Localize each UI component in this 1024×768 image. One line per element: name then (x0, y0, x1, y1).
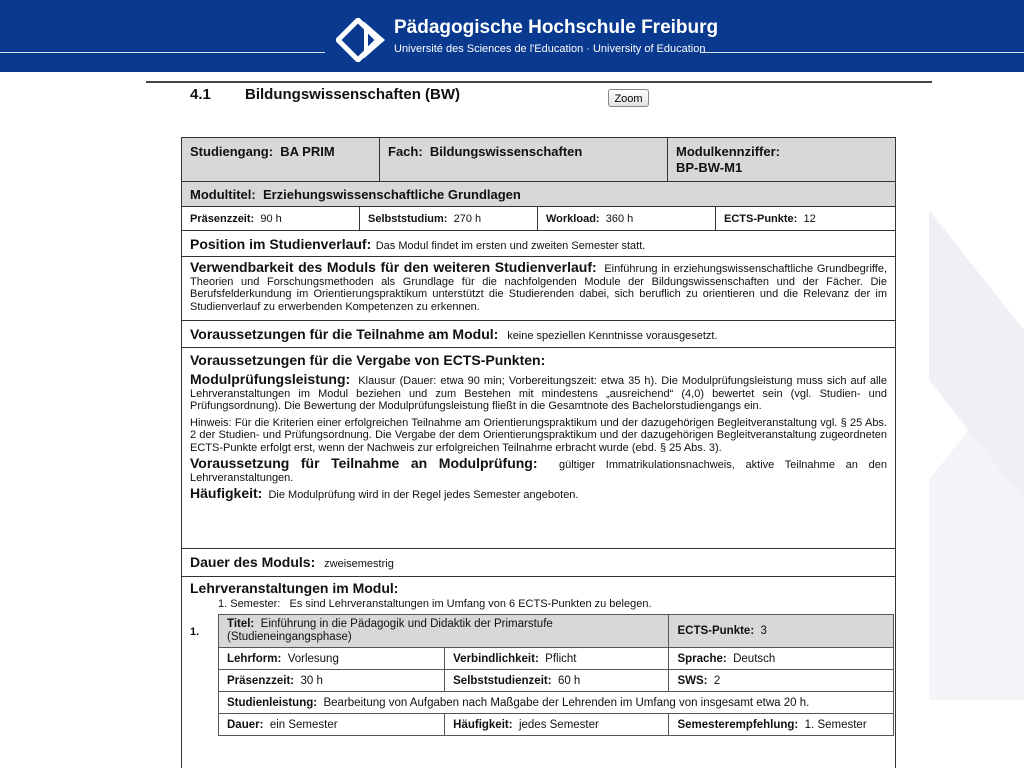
fach-label: Fach: (388, 144, 423, 159)
hinweis-text: Hinweis: Für die Kriterien einer erfolgreichen Teilnahme am Orientierungspraktikum und der dazugehörigen Begleitveranstaltung vgl. § 25 Abs. 2 der Studien- und Prüfungsordnung. Die Vergabe der dem Orientierungspraktikum und der dazugehörigen Begleitveranstaltung zugeordneten ECTS-Punkte erfolgt erst, wenn der Nachweis zur erfolgreichen Teilnahme erbracht wurde (ebd. § 25 Abs. 3). (190, 416, 887, 454)
fach-value: Bildungswissenschaften (429, 144, 583, 159)
course-number: 1. (190, 626, 200, 638)
vorauss-teilnahme-label: Voraussetzungen für die Teilnahme am Modul: (190, 326, 499, 342)
course-titel-label: Titel: (227, 618, 255, 630)
modultitel-label: Modultitel: (190, 187, 256, 202)
course-dauer-value: ein Semester (269, 718, 338, 731)
verwendbarkeit-label: Verwendbarkeit des Moduls für den weiteren Studienverlauf: (190, 259, 597, 275)
lv-heading: Lehrveranstaltungen im Modul: (190, 580, 399, 596)
course-titel-value: Einführung in die Pädagogik und Didaktik der Primarstufe (Studieneingangsphase) (227, 618, 553, 643)
selbststudium-value: 270 h (453, 212, 482, 225)
mpl-text: Klausur (Dauer: etwa 90 min; Vorbereitungszeit: etwa 35 h). Die Modulprüfungsleistung muss sich auf alle Lehrveranstaltungen im Modul beziehen und zum Bestehen mit mindestens „ausreichend“ (4,0) bewertet sein (vgl. Studien- und Prüfungsordnung). Die Bewertung der Modulprüfungsleistung fließt in die Gesamtnote des Bachelorstudiengangs ein. (190, 375, 887, 412)
praesenz-value: 90 h (260, 212, 282, 225)
workload-value: 360 h (605, 212, 634, 225)
course-ects-label: ECTS-Punkte: (677, 625, 755, 637)
ects-value: 12 (803, 212, 816, 225)
position-row (182, 231, 895, 257)
university-header (0, 0, 1024, 72)
module-title-row (182, 182, 895, 207)
course-haeufigkeit-label: Häufigkeit: (453, 718, 513, 731)
header-divider-left (0, 52, 325, 53)
course-ects-value: 3 (760, 625, 767, 637)
study-program-row (182, 138, 895, 182)
course-block (182, 614, 895, 736)
course-dauer-label: Dauer: (227, 718, 264, 731)
vmp-label: Voraussetzung für Teilnahme an Modulprüfung: (190, 455, 538, 471)
studienleistung-label: Studienleistung: (227, 696, 318, 709)
workload-label: Workload: (546, 212, 600, 225)
studienleistung-value: Bearbeitung von Aufgaben nach Maßgabe der Lehrenden im Umfang von insgesamt etwa 20 h. (323, 696, 810, 709)
lehrform-label: Lehrform: (227, 652, 282, 665)
zoom-button[interactable]: Zoom (608, 89, 649, 107)
vmp-text: gültiger Immatrikulationsnachweis, aktive Teilnahme an den Lehrveranstaltungen. (190, 459, 887, 484)
university-name: Pädagogische Hochschule Freiburg (394, 17, 719, 38)
lehrform-value: Vorlesung (287, 652, 339, 665)
sws-value: 2 (713, 674, 721, 687)
selbststudium-label: Selbststudium: (368, 212, 448, 225)
position-text: Das Modul findet im ersten und zweiten Semester statt. (375, 240, 646, 252)
verbindlichkeit-value: Pflicht (545, 652, 577, 665)
sprache-value: Deutsch (733, 652, 776, 665)
haeufigkeit-label: Häufigkeit: (190, 485, 263, 501)
studiengang-value: BA PRIM (280, 144, 335, 159)
sws-label: SWS: (677, 674, 708, 687)
decorative-chevron-icon (929, 180, 1024, 700)
section-number: 4.1 (190, 86, 211, 103)
semesterempfehlung-value: 1. Semester (804, 718, 867, 731)
lehrveranstaltungen-section (182, 577, 895, 736)
praesenz-label: Präsenzzeit: (190, 212, 255, 225)
dauer-label: Dauer des Moduls: (190, 554, 316, 570)
kennziffer-label: Modulkennziffer: (676, 144, 780, 159)
verwendbarkeit-row (182, 257, 895, 321)
kennziffer-value: BP-BW-M1 (676, 160, 743, 175)
university-logo-icon (336, 18, 386, 62)
modultitel-value: Erziehungswissenschaftliche Grundlagen (262, 187, 521, 202)
top-rule (146, 81, 932, 83)
course-praesenz-value: 30 h (300, 674, 323, 687)
course-table (218, 614, 894, 736)
workload-row (182, 207, 895, 231)
selbststudienzeit-value: 60 h (557, 674, 581, 687)
course-haeufigkeit-value: jedes Semester (518, 718, 599, 731)
ects-vergabe-row (182, 348, 895, 549)
haeufigkeit-text: Die Modulprüfung wird in der Regel jedes Semester angeboten. (268, 489, 579, 501)
ects-label: ECTS-Punkte: (724, 212, 798, 225)
vorauss-teilnahme-text: keine speziellen Kenntnisse vorausgesetzt. (507, 330, 718, 342)
position-label: Position im Studienverlauf: (190, 236, 372, 252)
verwendbarkeit-text: Einführung in erziehungswissenschaftliche Grundbegriffe, Theorien und Forschungsmethoden als Grundlage für die nachfolgenden Module der Bildungswissenschaften und der Fächer. Die Berufsfelderkundung im Orientierungspraktikum unterstützt die Studierenden dabei, sich beruflich zu orientieren und die Relevanz der im Studienverlauf zu erwerbenden Kompetenzen zu erkennen. (190, 263, 887, 313)
mpl-label: Modulprüfungsleistung: (190, 371, 351, 387)
semesterempfehlung-label: Semesterempfehlung: (677, 718, 799, 731)
verbindlichkeit-label: Verbindlichkeit: (453, 652, 539, 665)
selbststudienzeit-label: Selbststudienzeit: (453, 674, 552, 687)
studiengang-label: Studiengang: (190, 144, 274, 159)
teilnahme-row (182, 321, 895, 348)
vergabe-heading: Voraussetzungen für die Vergabe von ECTS-Punkten: (190, 352, 546, 368)
dauer-value: zweisemestrig (324, 558, 394, 570)
university-subtitle: Université des Sciences de l'Education · University of Education (394, 43, 706, 55)
dauer-row (182, 549, 895, 577)
section-title: Bildungswissenschaften (BW) (245, 86, 461, 103)
course-praesenz-label: Präsenzzeit: (227, 674, 295, 687)
header-divider-right (700, 52, 1024, 53)
semester-line: 1. Semester: Es sind Lehrveranstaltungen im Umfang von 6 ECTS-Punkten zu belegen. (218, 598, 652, 610)
sprache-label: Sprache: (677, 652, 727, 665)
module-table (181, 137, 896, 768)
